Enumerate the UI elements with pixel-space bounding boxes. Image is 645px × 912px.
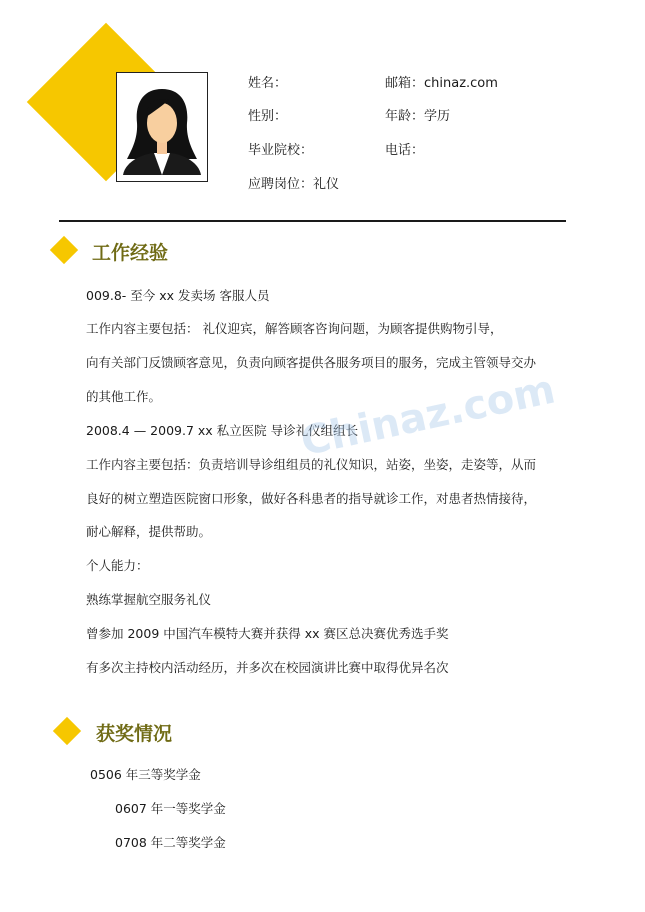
watermark-text: Chinaz.com (296, 366, 560, 466)
work-line: 向有关部门反馈顾客意见，负责向顾客提供各服务项目的服务，完成主管领导交办 (86, 355, 537, 370)
position-label: 应聘岗位：礼仪 (248, 177, 340, 192)
awards-section-title: 获奖情况 (96, 723, 173, 745)
work-line: 的其他工作。 (86, 389, 162, 404)
gender-label: 性别： (248, 109, 288, 124)
work-section-title: 工作经验 (92, 242, 169, 264)
avatar-icon (117, 73, 207, 181)
age-label: 年龄：学历 (385, 109, 451, 124)
award-item: 0506 年三等奖学金 (90, 767, 201, 782)
award-item: 0708 年二等奖学金 (115, 835, 226, 850)
work-line: 工作内容主要包括：负责培训导诊组组员的礼仪知识，站姿，坐姿，走姿等，从而 (86, 457, 537, 472)
school-label: 毕业院校： (248, 143, 314, 158)
work-line: 个人能力： (86, 558, 149, 573)
work-line: 熟练掌握航空服务礼仪 (86, 592, 212, 607)
work-line: 曾参加 2009 中国汽车模特大赛并获得 xx 赛区总决赛优秀选手奖 (86, 626, 449, 641)
work-line: 009.8- 至今 xx 发卖场 客服人员 (86, 288, 270, 303)
work-line: 有多次主持校内活动经历，并多次在校园演讲比赛中取得优异名次 (86, 660, 449, 675)
email-label: 邮箱：chinaz.com (385, 76, 498, 91)
profile-photo (116, 72, 208, 182)
phone-label: 电话： (385, 143, 425, 158)
name-label: 姓名： (248, 76, 288, 91)
work-line: 耐心解释，提供帮助。 (86, 524, 212, 539)
work-line: 工作内容主要包括： 礼仪迎宾，解答顾客咨询问题，为顾客提供购物引导， (86, 321, 503, 336)
section-diamond-icon (50, 236, 78, 264)
work-line: 2008.4 — 2009.7 xx 私立医院 导诊礼仪组组长 (86, 423, 359, 438)
section-diamond-icon (53, 717, 81, 745)
header-divider (59, 220, 566, 222)
work-line: 良好的树立塑造医院窗口形象，做好各科患者的指导就诊工作，对患者热情接待， (86, 491, 537, 506)
award-item: 0607 年一等奖学金 (115, 801, 226, 816)
